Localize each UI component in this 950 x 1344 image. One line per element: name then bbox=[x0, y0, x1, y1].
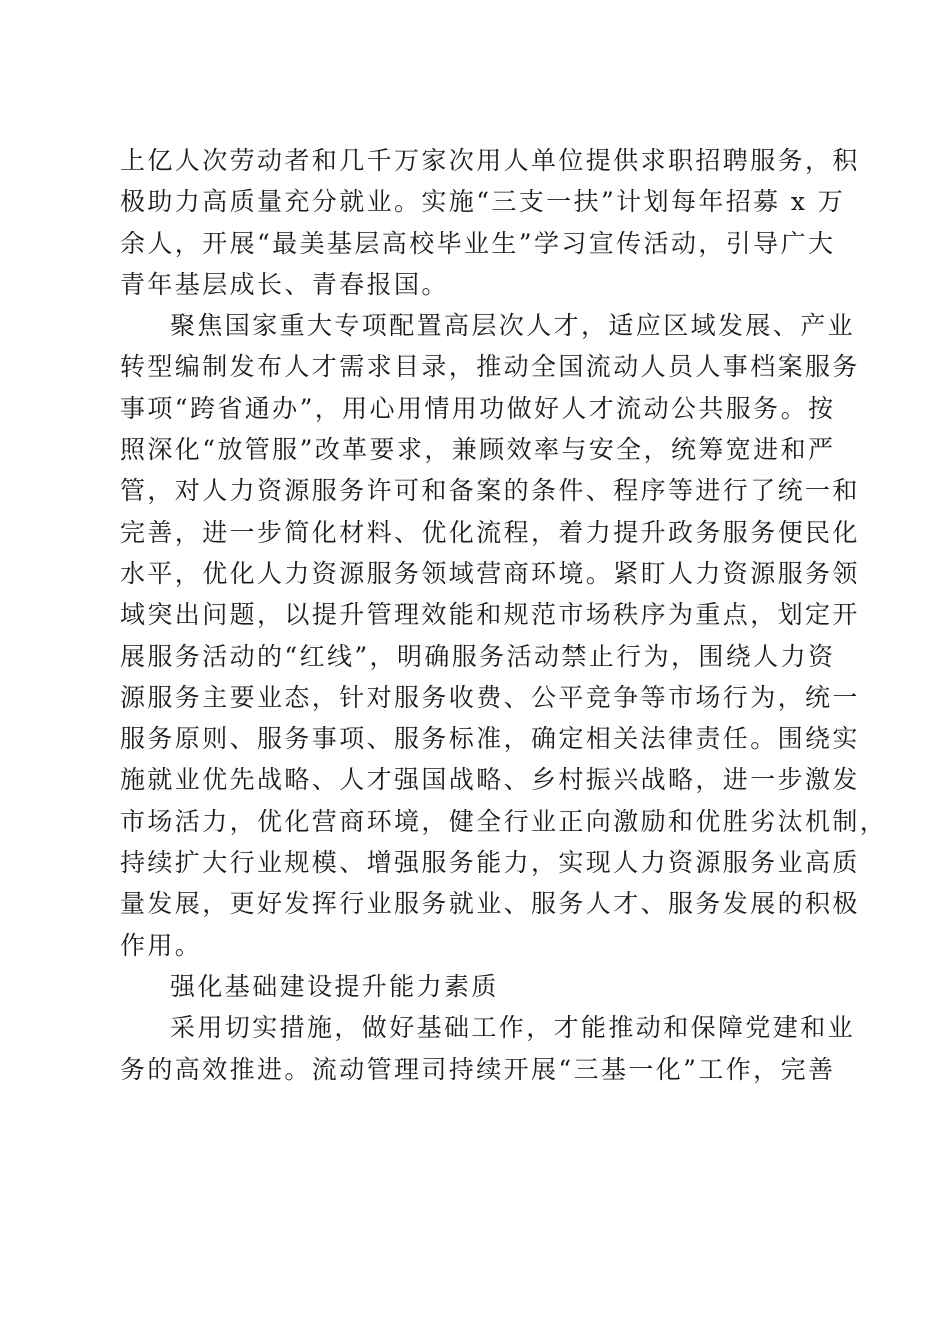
text-line: 上亿人次劳动者和几千万家次用人单位提供求职招聘服务，积 bbox=[120, 146, 860, 175]
text-line: 青年基层成长、青春报国。 bbox=[120, 269, 449, 299]
paragraph-continuation bbox=[120, 140, 860, 305]
text-line: 施就业优先战略、人才强国战略、乡村振兴战略，进一步激发 bbox=[120, 765, 860, 795]
text-line: 转型编制发布人才需求目录，推动全国流动人员人事档案服务 bbox=[120, 352, 860, 382]
text-line: 水平，优化人力资源服务领域营商环境。紧盯人力资源服务领 bbox=[120, 558, 860, 588]
text-line: 源服务主要业态，针对服务收费、公平竞争等市场行为，统一 bbox=[120, 682, 860, 712]
text-line: 照深化“放管服”改革要求，兼顾效率与安全，统筹宽进和严 bbox=[120, 435, 836, 465]
text-line: 持续扩大行业规模、增强服务能力，实现人力资源服务业高质 bbox=[120, 848, 860, 878]
paragraph-talent-service bbox=[120, 305, 888, 966]
text-line: 采用切实措施，做好基础工作，才能推动和保障党建和业 bbox=[170, 1013, 856, 1043]
section-heading bbox=[120, 966, 820, 1007]
text-line: 极助力高质量充分就业。实施“三支一扶”计划每年招募 x 万 bbox=[120, 187, 846, 217]
text-line: 聚焦国家重大专项配置高层次人才，适应区域发展、产业 bbox=[170, 311, 856, 341]
text-line: 余人，开展“最美基层高校毕业生”学习宣传活动，引导广大 bbox=[120, 228, 836, 258]
text-line: 域突出问题，以提升管理效能和规范市场秩序为重点，划定开 bbox=[120, 600, 860, 630]
text-line: 服务原则、服务事项、服务标准，确定相关法律责任。围绕实 bbox=[120, 724, 860, 754]
text-line: 展服务活动的“红线”，明确服务活动禁止行为，围绕人力资 bbox=[120, 641, 836, 671]
paragraph-foundation bbox=[120, 1007, 856, 1090]
text-line: 事项“跨省通办”，用心用情用功做好人才流动公共服务。按 bbox=[120, 393, 836, 423]
text-line: 量发展，更好发挥行业服务就业、服务人才、服务发展的积极 bbox=[120, 889, 860, 919]
text-line: 强化基础建设提升能力素质 bbox=[170, 971, 499, 1001]
text-line: 管，对人力资源服务许可和备案的条件、程序等进行了统一和 bbox=[120, 476, 860, 506]
text-line: 市场活力，优化营商环境，健全行业正向激励和优胜劣汰机制， bbox=[120, 806, 888, 836]
document-body bbox=[120, 140, 888, 1090]
text-line: 作用。 bbox=[120, 930, 203, 960]
text-line: 完善，进一步简化材料、优化流程，着力提升政务服务便民化 bbox=[120, 517, 860, 547]
text-line: 务的高效推进。流动管理司持续开展“三基一化”工作，完善 bbox=[120, 1054, 836, 1084]
